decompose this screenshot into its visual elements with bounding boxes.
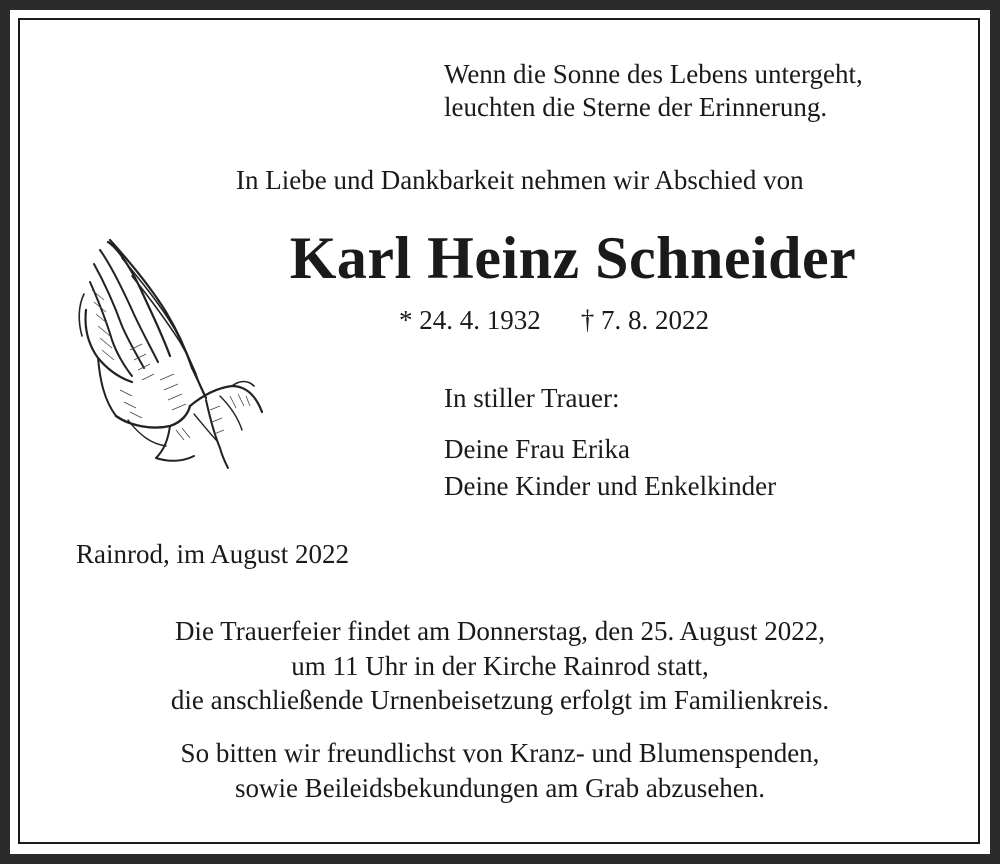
funeral-service-info (50, 614, 950, 718)
motto-line-1: Wenn die Sonne des Lebens untergeht, (444, 59, 863, 89)
service-line: um 11 Uhr in der Kirche Rainrod statt, (291, 650, 709, 681)
birth-date: * 24. 4. 1932 (399, 305, 541, 335)
request-line: So bitten wir freundlichst von Kranz- und Blumenspenden, (180, 738, 820, 768)
mourners-list (444, 431, 776, 505)
place-and-date: Rainrod, im August 2022 (76, 539, 350, 569)
request-line: sowie Beileidsbekundungen am Grab abzusehen. (234, 772, 766, 803)
service-line: Die Trauerfeier findet am Donnerstag, den 25. August 2022, (174, 616, 826, 646)
deceased-name: Karl Heinz Schneider (289, 225, 857, 291)
intro-text: In Liebe und Dankbarkeit nehmen wir Abschied von (236, 165, 804, 195)
motto (444, 58, 863, 124)
death-date: † 7. 8. 2022 (580, 305, 709, 335)
praying-hands-icon (70, 230, 265, 470)
donation-request (50, 736, 950, 805)
obituary-notice (10, 10, 990, 854)
mourner-line: Deine Frau Erika (444, 434, 630, 464)
service-line: die anschließende Urnenbeisetzung erfolgt im Familienkreis. (170, 685, 830, 715)
life-dates (399, 304, 709, 337)
mourning-heading: In stiller Trauer: (444, 383, 620, 413)
motto-line-2: leuchten die Sterne der Erinnerung. (444, 92, 828, 122)
mourner-line: Deine Kinder und Enkelkinder (444, 471, 777, 501)
